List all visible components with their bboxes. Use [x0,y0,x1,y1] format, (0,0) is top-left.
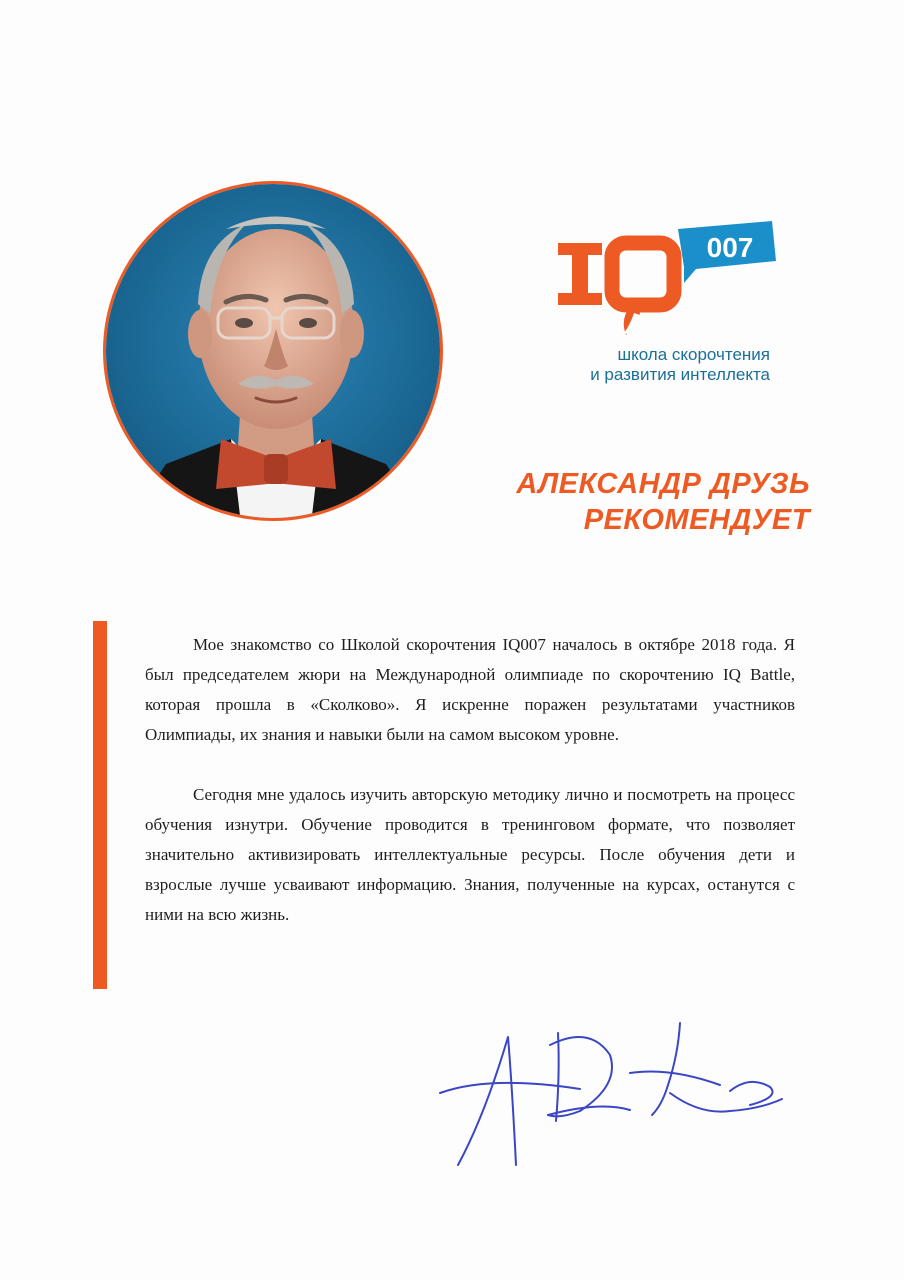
person-portrait-icon [106,184,443,521]
logo-tagline [520,345,770,385]
tagline-line-1: школа скорочтения [617,345,770,364]
paragraph-1: Мое знакомство со Школой скорочтения IQ007 началось в октябре 2018 года. Я был председателем жюри на Международной олимпиаде по скорочтению IQ Battle, которая прошла в «Сколково». Я искренне поражен результатами участников Олимпиады, их знания и навыки были на самом высоком уровне. [145,635,795,744]
tagline-line-2: и развития интеллекта [590,365,770,384]
paragraph-2: Сегодня мне удалось изучить авторскую методику лично и посмотреть на процесс обучения изнутри. Обучение проводится в тренинговом формате, что позволяет значительно активизировать интеллектуальные ресурсы. После обучения дети и взрослые лучше усваивают информацию. Знания, полученные на курсах, останутся с ними на всю жизнь. [145,785,795,924]
logo-badge-text: 007 [706,232,754,263]
logo-icon [550,215,780,345]
page-title [470,466,810,538]
portrait-photo [103,181,443,521]
title-line-1: АЛЕКСАНДР ДРУЗЬ [516,468,810,500]
handwritten-signature-icon [430,1015,790,1185]
iq007-logo [550,215,780,345]
title-line-2: РЕКОМЕНДУЕТ [583,504,810,536]
accent-bar [93,621,107,989]
signature [430,1015,790,1185]
letter-body [145,630,795,930]
